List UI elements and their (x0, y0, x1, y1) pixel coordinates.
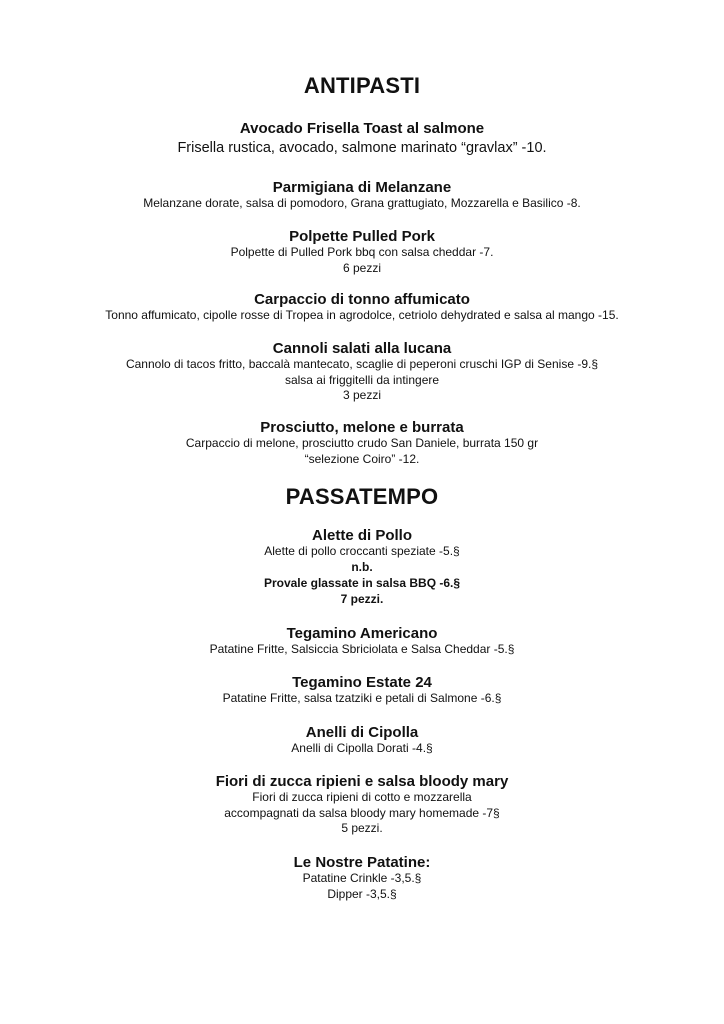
menu-item-description: Tonno affumicato, cipolle rosse di Tropea in agrodolce, cetriolo dehydrated e salsa al mango -15. (105, 308, 619, 322)
menu-item-description: accompagnati da salsa bloody mary homemade -7§ (224, 806, 500, 820)
section-title-passatempo: PASSATEMPO (285, 484, 439, 509)
menu-item-name: Parmigiana di Melanzane (272, 179, 452, 196)
menu-item-pieces: 3 pezzi (342, 388, 382, 402)
menu-item-description: Anelli di Cipolla Dorati -4.§ (291, 741, 433, 755)
menu-item-description: Patatine Fritte, salsa tzatziki e petali di Salmone -6.§ (222, 691, 502, 705)
menu-item-name: Anelli di Cipolla (305, 724, 419, 741)
menu-item-description: Carpaccio di melone, prosciutto crudo San Daniele, burrata 150 gr (185, 436, 539, 450)
section-title-antipasti: ANTIPASTI (303, 73, 421, 98)
menu-item-description: Cannolo di tacos fritto, baccalà mantecato, scaglie di peperoni cruschi IGP di Senise -9.§ (125, 357, 599, 371)
menu-item-pieces: 6 pezzi (342, 261, 382, 275)
menu-item-note: n.b. (351, 560, 373, 574)
menu-item-name: Tegamino Americano (286, 625, 438, 642)
menu-item-description: Provale glassate in salsa BBQ -6.§ (263, 576, 461, 590)
menu-item-description: “selezione Coiro” -12. (304, 452, 420, 466)
menu-item-description: Patatine Fritte, Salsiccia Sbriciolata e Salsa Cheddar -5.§ (209, 642, 515, 656)
menu-item-description: Alette di pollo croccanti speziate -5.§ (264, 544, 460, 558)
menu-item-name: Alette di Pollo (311, 527, 412, 544)
menu-item-name: Le Nostre Patatine: (293, 854, 431, 871)
menu-item-name: Tegamino Estate 24 (292, 674, 432, 691)
menu-item-description: Fiori di zucca ripieni di cotto e mozzarella (252, 790, 472, 804)
menu-item-description: Dipper -3,5.§ (327, 887, 397, 901)
menu-item-description: Melanzane dorate, salsa di pomodoro, Grana grattugiato, Mozzarella e Basilico -8. (143, 196, 581, 210)
menu-item-name: Avocado Frisella Toast al salmone (239, 120, 485, 137)
menu-item-name: Cannoli salati alla lucana (272, 340, 452, 357)
menu-item-pieces: 5 pezzi. (341, 821, 383, 835)
menu-item-description: Patatine Crinkle -3,5.§ (302, 871, 422, 885)
menu-item-description: Polpette di Pulled Pork bbq con salsa cheddar -7. (230, 245, 494, 259)
menu-item-description: salsa ai friggitelli da intingere (284, 373, 440, 387)
menu-item-name: Carpaccio di tonno affumicato (254, 291, 470, 308)
menu-item-description: Frisella rustica, avocado, salmone marinato “gravlax” -10. (177, 140, 547, 156)
menu-item-pieces: 7 pezzi. (340, 592, 384, 606)
menu-item-name: Polpette Pulled Pork (289, 228, 435, 245)
menu-item-name: Fiori di zucca ripieni e salsa bloody mary (215, 773, 509, 790)
menu-item-name: Prosciutto, melone e burrata (260, 419, 464, 436)
